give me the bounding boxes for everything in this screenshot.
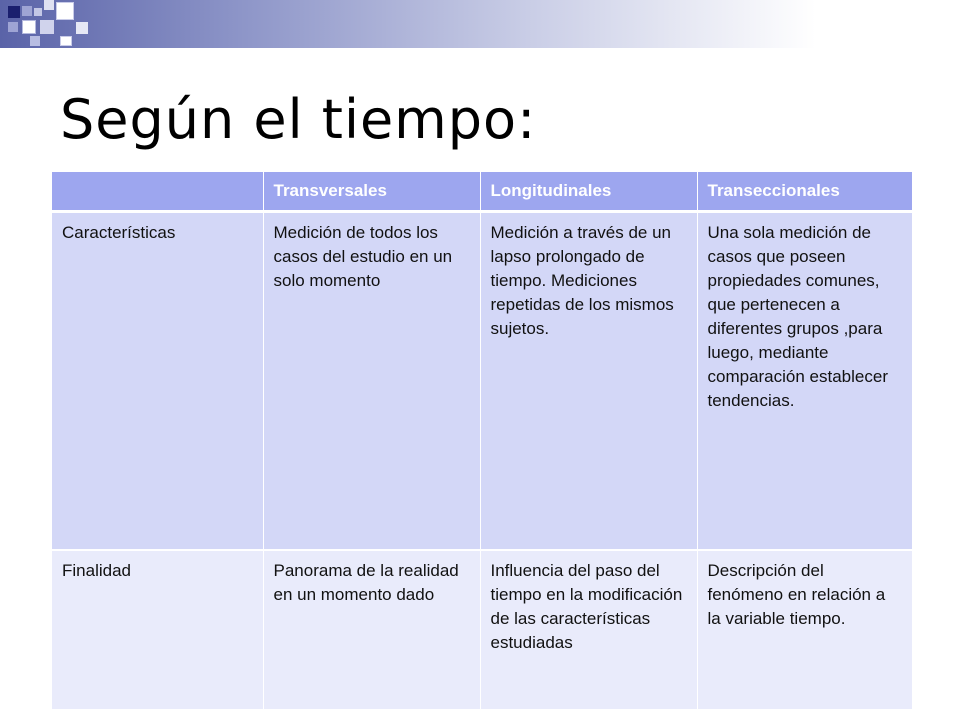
header-cell-longitudinales: Longitudinales	[480, 172, 697, 212]
decorative-square	[76, 22, 88, 34]
table-row	[52, 212, 912, 550]
decorative-square	[22, 6, 32, 16]
decorative-square	[56, 2, 74, 20]
row-label-caracteristicas: Características	[52, 212, 263, 550]
decorative-square	[44, 0, 54, 10]
decorative-square	[22, 20, 36, 34]
slide-title: Según el tiempo:	[60, 88, 537, 151]
decorative-square	[8, 6, 20, 18]
table-header-row	[52, 172, 912, 212]
decorative-square	[8, 22, 18, 32]
table-cell: Descripción del fenómeno en relación a la variable tiempo.	[697, 550, 912, 710]
top-gradient-band	[0, 0, 960, 48]
comparison-table	[52, 172, 913, 711]
table-cell: Una sola medición de casos que poseen propiedades comunes, que pertenecen a diferentes grupos ,para luego, mediante comparación establecer tendencias.	[697, 212, 912, 550]
table-cell: Influencia del paso del tiempo en la modificación de las características estudiadas	[480, 550, 697, 710]
decorative-square	[30, 36, 40, 46]
decorative-square	[60, 36, 72, 46]
header-cell-transversales: Transversales	[263, 172, 480, 212]
header-cell-empty	[52, 172, 263, 212]
header-cell-transeccionales: Transeccionales	[697, 172, 912, 212]
table-cell: Panorama de la realidad en un momento dado	[263, 550, 480, 710]
table-cell: Medición a través de un lapso prolongado de tiempo. Mediciones repetidas de los mismos sujetos.	[480, 212, 697, 550]
table-row	[52, 550, 912, 710]
table-cell: Medición de todos los casos del estudio en un solo momento	[263, 212, 480, 550]
row-label-finalidad: Finalidad	[52, 550, 263, 710]
decorative-square	[34, 8, 42, 16]
decorative-square	[40, 20, 54, 34]
